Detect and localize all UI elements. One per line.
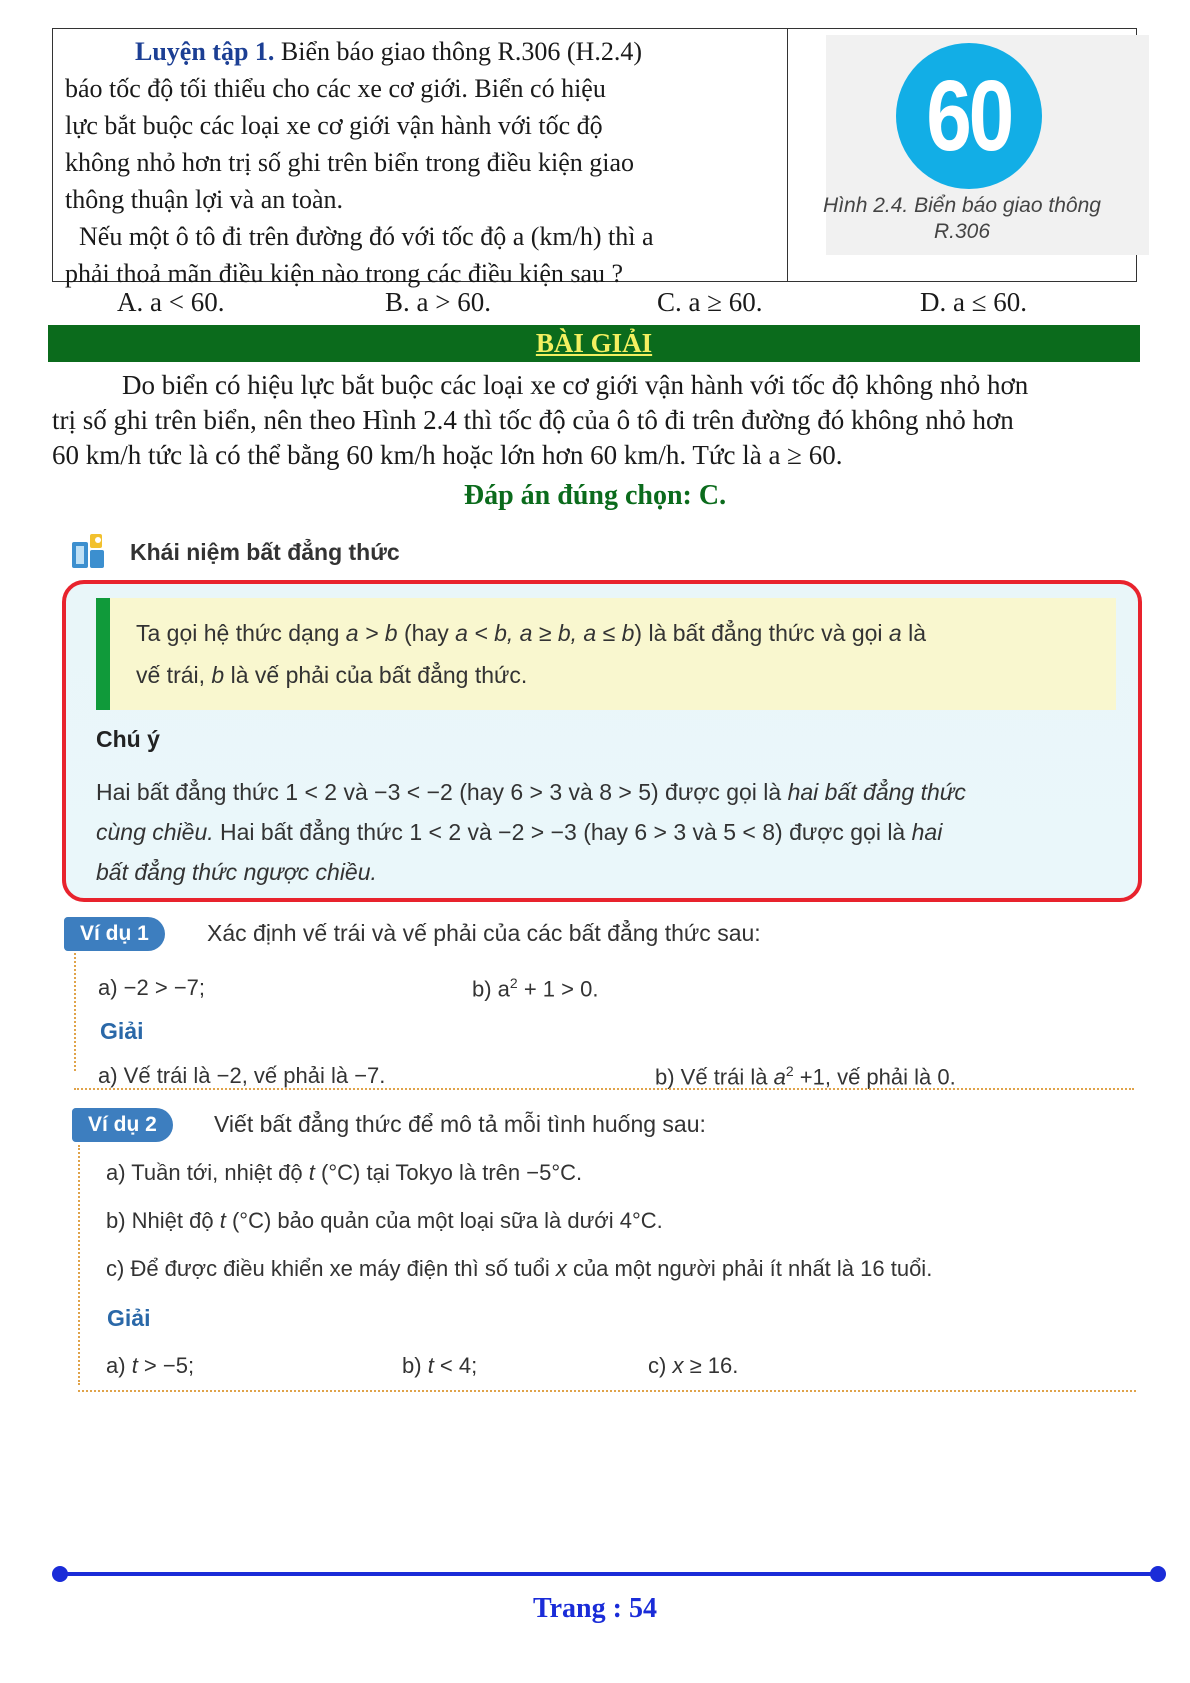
example-2-item-c bbox=[106, 1256, 932, 1282]
def-part-2: (hay bbox=[397, 620, 456, 646]
ex2-sol-a-var: t bbox=[131, 1353, 138, 1378]
example-1-badge: Ví dụ 1 bbox=[64, 917, 165, 951]
solution-header bbox=[48, 325, 1140, 362]
exercise-line-3: lực bắt buộc các loại xe cơ giới vận hành với tốc độ bbox=[65, 111, 603, 140]
figure-caption-line-1: Hình 2.4. Biển báo giao thông bbox=[823, 194, 1101, 217]
ex2-sol-b-var: t bbox=[427, 1353, 434, 1378]
ex2-a-pre: a) Tuần tới, nhiệt độ bbox=[106, 1160, 309, 1185]
definition-box bbox=[62, 580, 1142, 902]
note-l2-mid: Hai bất đẳng thức 1 < 2 và −2 > −3 (hay 6 > 3 và 5 < 8) được gọi là bbox=[213, 819, 912, 845]
definition-line-1 bbox=[136, 612, 1111, 654]
ex1-b-pre: b) a bbox=[472, 976, 510, 1002]
definition-accent-bar bbox=[96, 598, 110, 710]
solution-line-1: Do biển có hiệu lực bắt buộc các loại xe cơ giới vận hành với tốc độ không nhỏ hơn bbox=[122, 370, 1029, 400]
note-l1-ital: hai bất đẳng thức bbox=[787, 779, 966, 805]
example-2-border bbox=[78, 1145, 80, 1385]
def-math-2: a < b, a ≥ b, a ≤ b bbox=[455, 620, 635, 646]
example-2-bottom-border bbox=[78, 1390, 1136, 1392]
note-text bbox=[96, 772, 1126, 892]
option-b: B. a > 60. bbox=[385, 287, 491, 317]
example-1-solution-label: Giải bbox=[100, 1018, 144, 1044]
speed-sign-number: 60 bbox=[926, 59, 1012, 172]
note-line-1 bbox=[96, 772, 1126, 812]
note-l2-ital2: hai bbox=[911, 819, 943, 845]
ex1-sol-b-post: +1, vế phải là 0. bbox=[793, 1064, 956, 1090]
exercise-line-2: báo tốc độ tối thiểu cho các xe cơ giới. Biển có hiệu bbox=[65, 74, 606, 103]
book-icon bbox=[68, 530, 112, 574]
def-line2-pre: vế trái, bbox=[136, 662, 212, 688]
footer-line bbox=[58, 1572, 1159, 1576]
ex2-sol-a-pre: a) bbox=[106, 1353, 132, 1378]
ex2-sol-c-pre: c) bbox=[648, 1353, 673, 1378]
ex2-a-post: (°C) tại Tokyo là trên −5°C. bbox=[314, 1160, 583, 1185]
definition-text bbox=[136, 612, 1111, 696]
page-number: Trang : 54 bbox=[533, 1593, 657, 1624]
def-math-1: a > b bbox=[345, 620, 398, 646]
ex2-b-post: (°C) bảo quản của một loại sữa là dưới 4°C. bbox=[225, 1208, 663, 1233]
note-l1-pre: Hai bất đẳng thức 1 < 2 và −3 < −2 (hay 6 > 3 và 8 > 5) được gọi là bbox=[96, 779, 788, 805]
def-math-3: a bbox=[888, 620, 902, 646]
exercise-line-1 bbox=[65, 33, 777, 70]
ex1-sol-b-pre: b) Vế trái là bbox=[655, 1064, 774, 1090]
ex2-sol-b-post: < 4; bbox=[433, 1353, 478, 1378]
exercise-line-6: Nếu một ô tô đi trên đường đó với tốc độ a (km/h) thì a bbox=[79, 222, 654, 251]
option-c: C. a ≥ 60. bbox=[657, 287, 763, 317]
footer-right-dot bbox=[1150, 1566, 1166, 1582]
exercise-title: Luyện tập 1. bbox=[135, 37, 275, 66]
example-2-solution-label: Giải bbox=[107, 1305, 151, 1331]
ex2-c-var: x bbox=[555, 1256, 567, 1281]
exercise-line-7: phải thoả mãn điều kiện nào trong các điều kiện sau ? bbox=[65, 259, 624, 288]
note-title: Chú ý bbox=[96, 726, 160, 752]
example-2-badge: Ví dụ 2 bbox=[72, 1108, 173, 1142]
ex2-c-post: của một người phải ít nhất là 16 tuổi. bbox=[566, 1256, 933, 1281]
figure-caption-line-2: R.306 bbox=[933, 220, 991, 243]
figure-caption bbox=[788, 193, 1136, 245]
exercise-line-5: thông thuận lợi và an toàn. bbox=[65, 185, 344, 214]
def-part-4: là bbox=[901, 620, 927, 646]
solution-line-2: trị số ghi trên biển, nên theo Hình 2.4 thì tốc độ của ô tô đi trên đường đó không nhỏ hơn bbox=[52, 405, 1014, 435]
solution-paragraph bbox=[52, 368, 1137, 473]
example-2-solution-c bbox=[648, 1353, 738, 1379]
ex2-b-var: t bbox=[219, 1208, 226, 1233]
example-1-item-a: a) −2 > −7; bbox=[98, 975, 206, 1000]
example-2-solution-a bbox=[106, 1353, 194, 1379]
ex2-b-pre: b) Nhiệt độ bbox=[106, 1208, 220, 1233]
exercise-text-cell bbox=[53, 29, 788, 288]
definition-line-2 bbox=[136, 654, 1111, 696]
ex2-a-var: t bbox=[308, 1160, 315, 1185]
answer-options bbox=[0, 287, 1190, 323]
correct-answer: Đáp án đúng chọn: C. bbox=[463, 480, 727, 511]
def-line2-math: b bbox=[211, 662, 225, 688]
note-line-2 bbox=[96, 812, 1126, 852]
note-l2-ital: cùng chiều. bbox=[96, 819, 214, 845]
def-part-1: Ta gọi hệ thức dạng bbox=[136, 620, 346, 646]
ex1-sol-b-sup: 2 bbox=[785, 1063, 794, 1079]
example-2-prompt: Viết bất đẳng thức để mô tả mỗi tình huống sau: bbox=[214, 1111, 706, 1137]
example-1-item-b bbox=[472, 975, 598, 1002]
ex1-b-post: + 1 > 0. bbox=[517, 976, 599, 1002]
example-1-border bbox=[74, 953, 76, 1071]
option-d: D. a ≤ 60. bbox=[920, 287, 1028, 317]
concept-title-row bbox=[68, 530, 400, 574]
exercise-table bbox=[52, 28, 1137, 288]
exercise-line-4: không nhỏ hơn trị số ghi trên biển trong điều kiện giao bbox=[65, 148, 635, 177]
option-a: A. a < 60. bbox=[117, 287, 225, 317]
ex2-sol-a-post: > −5; bbox=[137, 1353, 195, 1378]
ex2-sol-c-var: x bbox=[672, 1353, 684, 1378]
example-1-solution-b bbox=[655, 1063, 956, 1090]
example-2-item-a bbox=[106, 1160, 582, 1186]
example-1-bottom-border bbox=[74, 1088, 1134, 1090]
example-1-prompt: Xác định vế trái và vế phải của các bất đẳng thức sau: bbox=[207, 920, 761, 946]
ex1-sol-b-var: a bbox=[773, 1064, 786, 1090]
def-part-3: ) là bất đẳng thức và gọi bbox=[634, 620, 889, 646]
solution-header-text: BÀI GIẢI bbox=[535, 328, 653, 358]
ex1-b-sup: 2 bbox=[509, 975, 518, 991]
example-2-solution-b bbox=[402, 1353, 477, 1379]
note-line-3: bất đẳng thức ngược chiều. bbox=[96, 859, 377, 885]
example-2-item-b bbox=[106, 1208, 663, 1234]
exercise-line-1-text: Biển báo giao thông R.306 (H.2.4) bbox=[274, 37, 642, 66]
speed-sign bbox=[896, 43, 1042, 189]
ex2-sol-b-pre: b) bbox=[402, 1353, 428, 1378]
def-line2-post: là vế phải của bất đẳng thức. bbox=[224, 662, 528, 688]
ex2-c-pre: c) Để được điều khiển xe máy điện thì số tuổi bbox=[106, 1256, 556, 1281]
concept-title: Khái niệm bất đẳng thức bbox=[130, 538, 400, 565]
figure-cell bbox=[788, 29, 1136, 281]
ex2-sol-c-post: ≥ 16. bbox=[683, 1353, 739, 1378]
solution-line-3: 60 km/h tức là có thể bằng 60 km/h hoặc lớn hơn 60 km/h. Tức là a ≥ 60. bbox=[52, 440, 843, 470]
example-1-solution-a: a) Vế trái là −2, vế phải là −7. bbox=[98, 1063, 386, 1088]
